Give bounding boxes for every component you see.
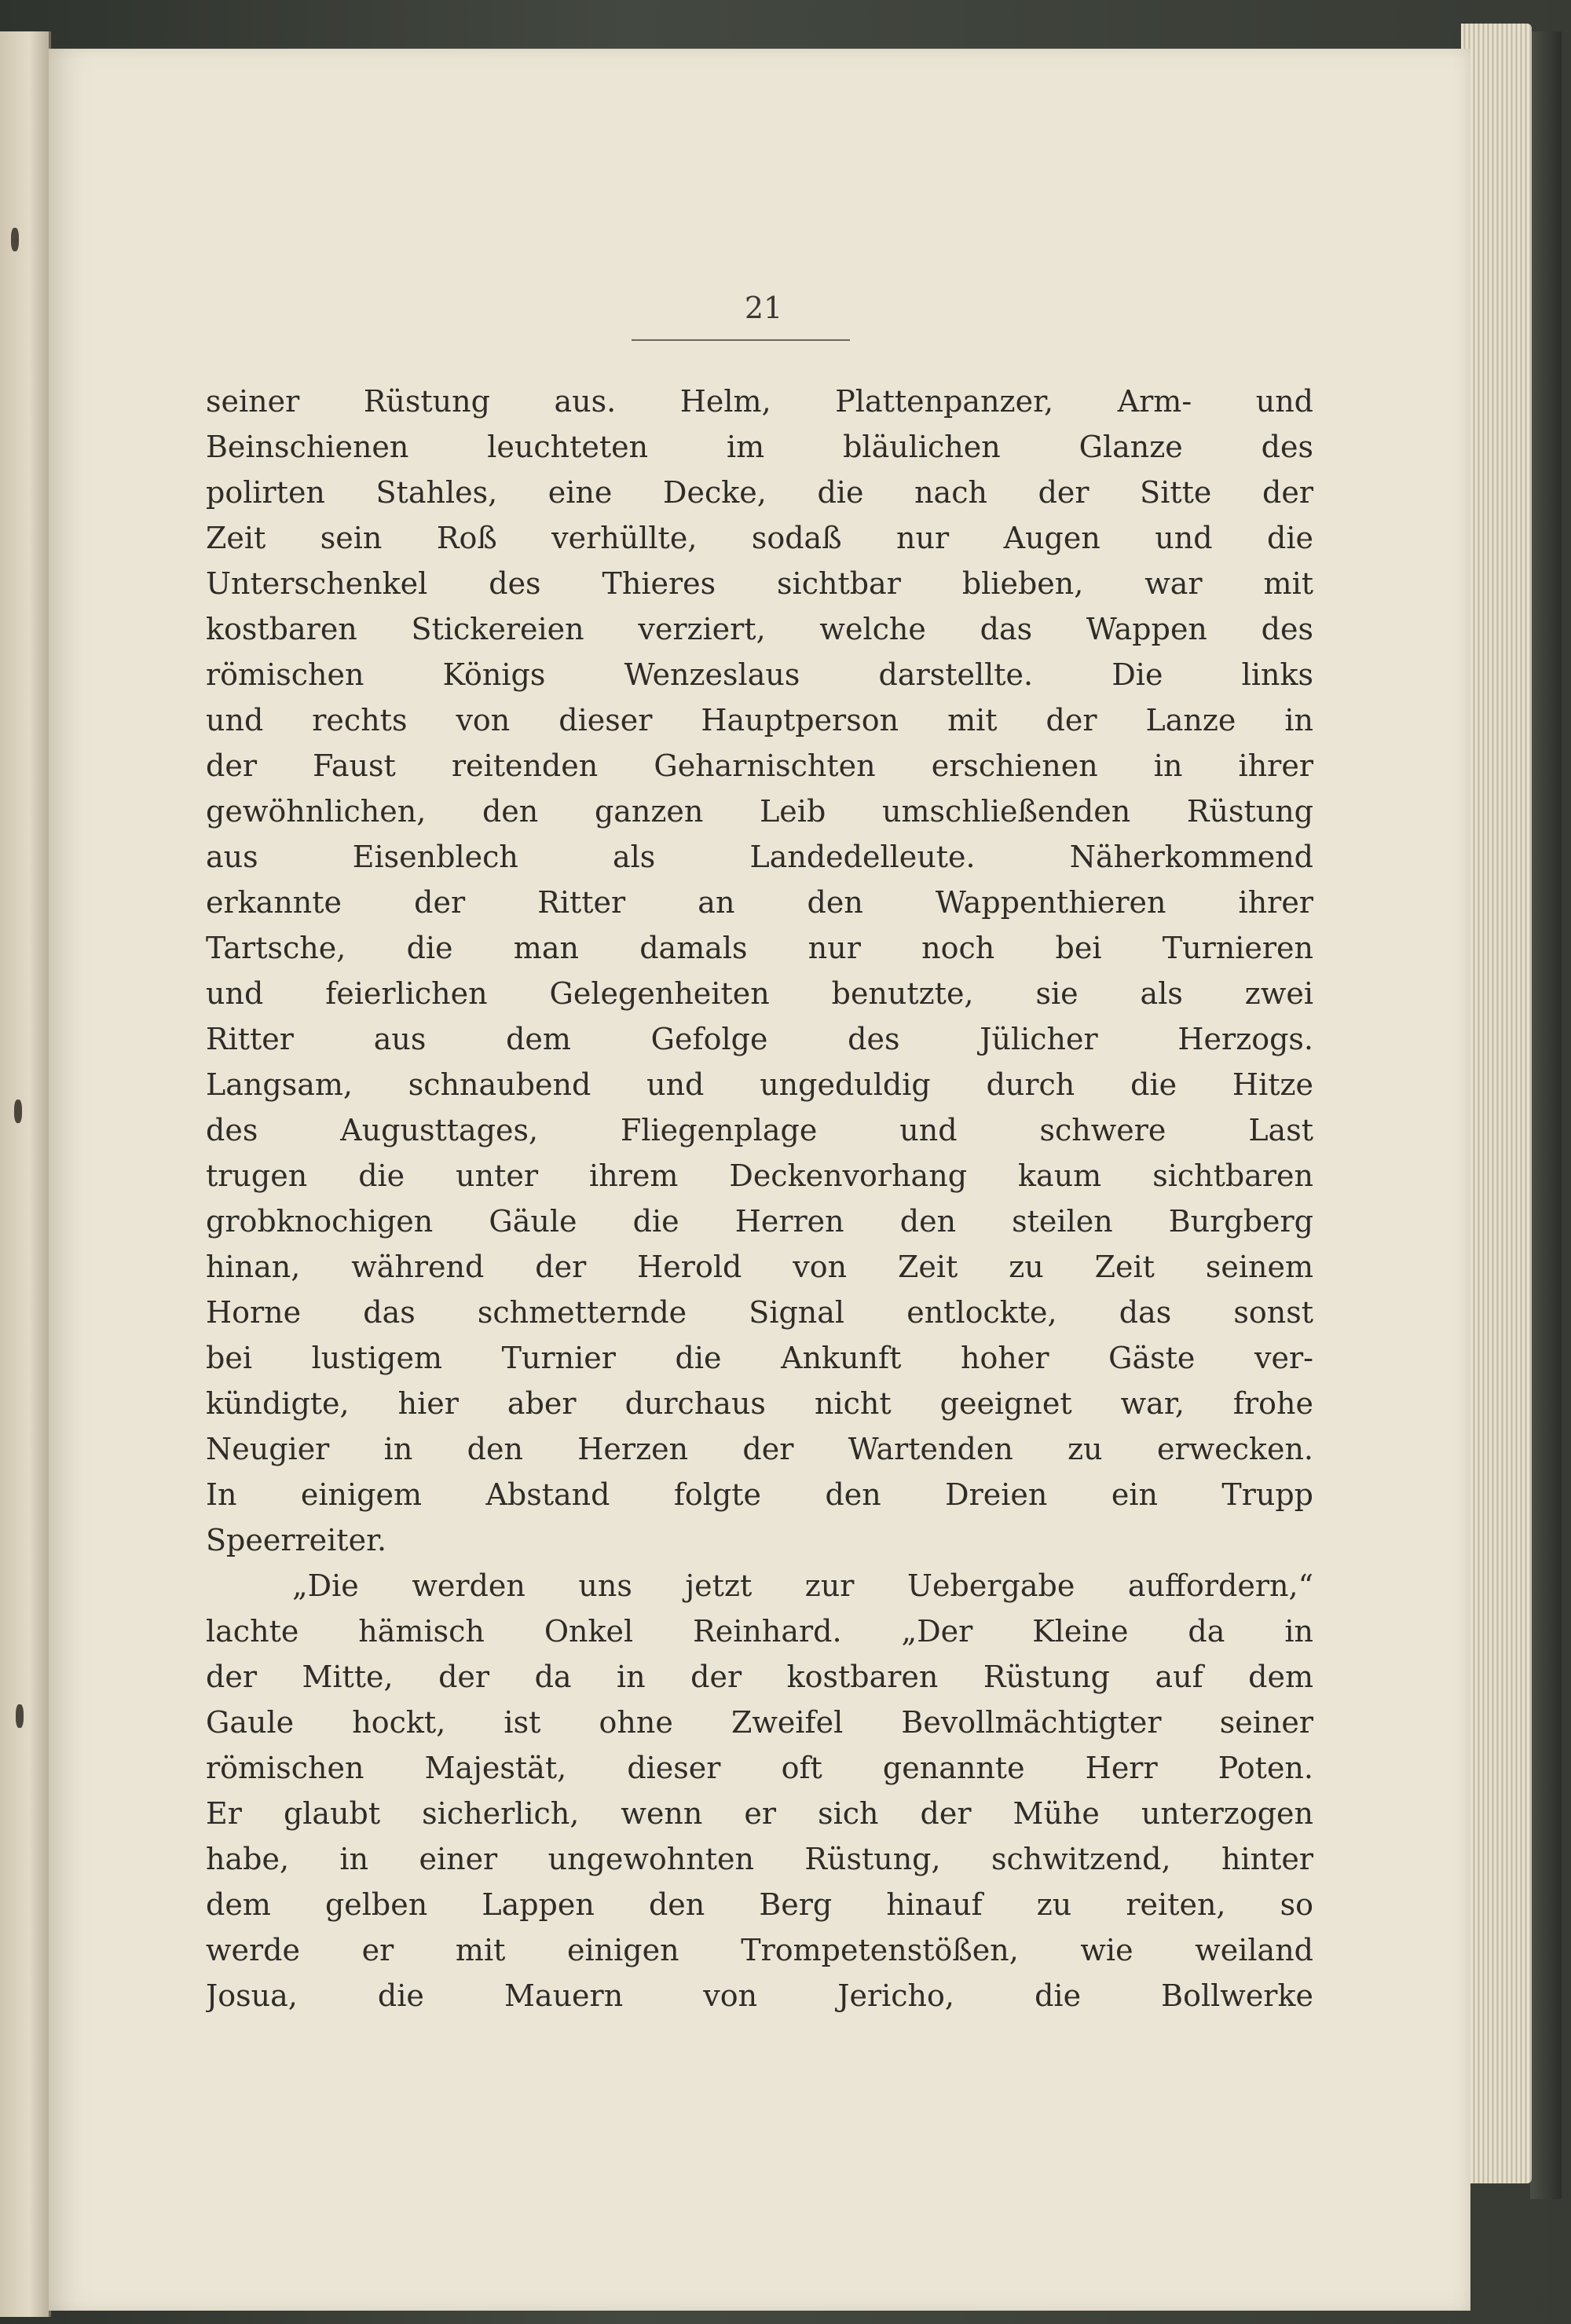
text-line: der Mitte, der da in der kostbaren Rüstung auf dem (206, 1660, 1313, 1694)
page-number: 21 (744, 291, 783, 325)
text-line: habe, in einer ungewohnten Rüstung, schwitzend, hinter (206, 1842, 1313, 1876)
text-line: und rechts von dieser Hauptperson mit der Lanze in (206, 703, 1313, 737)
page-stack-shadow (1530, 31, 1562, 2199)
text-line: römischen Majestät, dieser oft genannte Herr Poten. (206, 1751, 1313, 1785)
text-line: Beinschienen leuchteten im bläulichen Glanze des (206, 430, 1313, 464)
text-line: Speerreiter. (206, 1523, 387, 1557)
text-line: hinan, während der Herold von Zeit zu Zeit seinem (206, 1250, 1313, 1284)
text-line: Gaule hockt, ist ohne Zweifel Bevollmächtigter seiner (206, 1705, 1313, 1740)
text-line: kostbaren Stickereien verziert, welche das Wappen des (206, 612, 1313, 646)
text-line: gewöhnlichen, den ganzen Leib umschließenden Rüstung (206, 794, 1313, 829)
text-line: werde er mit einigen Trompetenstößen, wie weiland (206, 1933, 1313, 1967)
text-line: dem gelben Lappen den Berg hinauf zu reiten, so (206, 1887, 1313, 1922)
text-line: lachte hämisch Onkel Reinhard. „Der Kleine da in (206, 1614, 1313, 1649)
text-line: Zeit sein Roß verhüllte, sodaß nur Augen und die (206, 521, 1313, 555)
text-line: Er glaubt sicherlich, wenn er sich der Mühe unterzogen (206, 1796, 1313, 1831)
text-line: In einigem Abstand folgte den Dreien ein Trupp (206, 1477, 1313, 1512)
text-line: Langsam, schnaubend und ungeduldig durch die Hitze (206, 1067, 1313, 1102)
text-line: polirten Stahles, eine Decke, die nach der Sitte der (206, 475, 1313, 510)
margin-mark (14, 1100, 22, 1123)
text-line: Unterschenkel des Thieres sichtbar blieben, war mit (206, 566, 1313, 601)
text-line: Josua, die Mauern von Jericho, die Bollwerke (206, 1978, 1313, 2013)
text-line: römischen Königs Wenzeslaus darstellte. Die links (206, 657, 1313, 692)
text-line: Horne das schmetternde Signal entlockte, das sonst (206, 1295, 1313, 1330)
text-line: erkannte der Ritter an den Wappenthieren ihrer (206, 885, 1313, 920)
body-text (206, 379, 1313, 2018)
text-line: Neugier in den Herzen der Wartenden zu erwecken. (206, 1432, 1313, 1466)
margin-mark (16, 1704, 24, 1728)
text-line: bei lustigem Turnier die Ankunft hoher Gäste ver- (206, 1341, 1313, 1375)
page-stack-edge (1461, 24, 1532, 2183)
text-line: des Augusttages, Fliegenplage und schwere Last (206, 1113, 1313, 1147)
text-line: kündigte, hier aber durchaus nicht geeignet war, frohe (206, 1386, 1313, 1421)
facing-page-edge (0, 31, 51, 2317)
text-line: „Die werden uns jetzt zur Uebergabe auffordern,“ (292, 1568, 1313, 1603)
page-header (677, 291, 850, 325)
text-line: grobknochigen Gäule die Herren den steilen Burgberg (206, 1204, 1313, 1239)
text-line: seiner Rüstung aus. Helm, Plattenpanzer, Arm- und (206, 384, 1313, 419)
text-line: Ritter aus dem Gefolge des Jülicher Herzogs. (206, 1022, 1313, 1056)
text-line: trugen die unter ihrem Deckenvorhang kaum sichtbaren (206, 1158, 1313, 1193)
margin-mark (11, 228, 19, 251)
text-line: der Faust reitenden Geharnischten erschienen in ihrer (206, 748, 1313, 783)
book-page (49, 49, 1470, 2311)
text-line: aus Eisenblech als Landedelleute. Näherkommend (206, 840, 1313, 874)
text-line: und feierlichen Gelegenheiten benutzte, sie als zwei (206, 976, 1313, 1011)
text-line: Tartsche, die man damals nur noch bei Turnieren (206, 931, 1313, 965)
page-number-rule (632, 339, 850, 341)
